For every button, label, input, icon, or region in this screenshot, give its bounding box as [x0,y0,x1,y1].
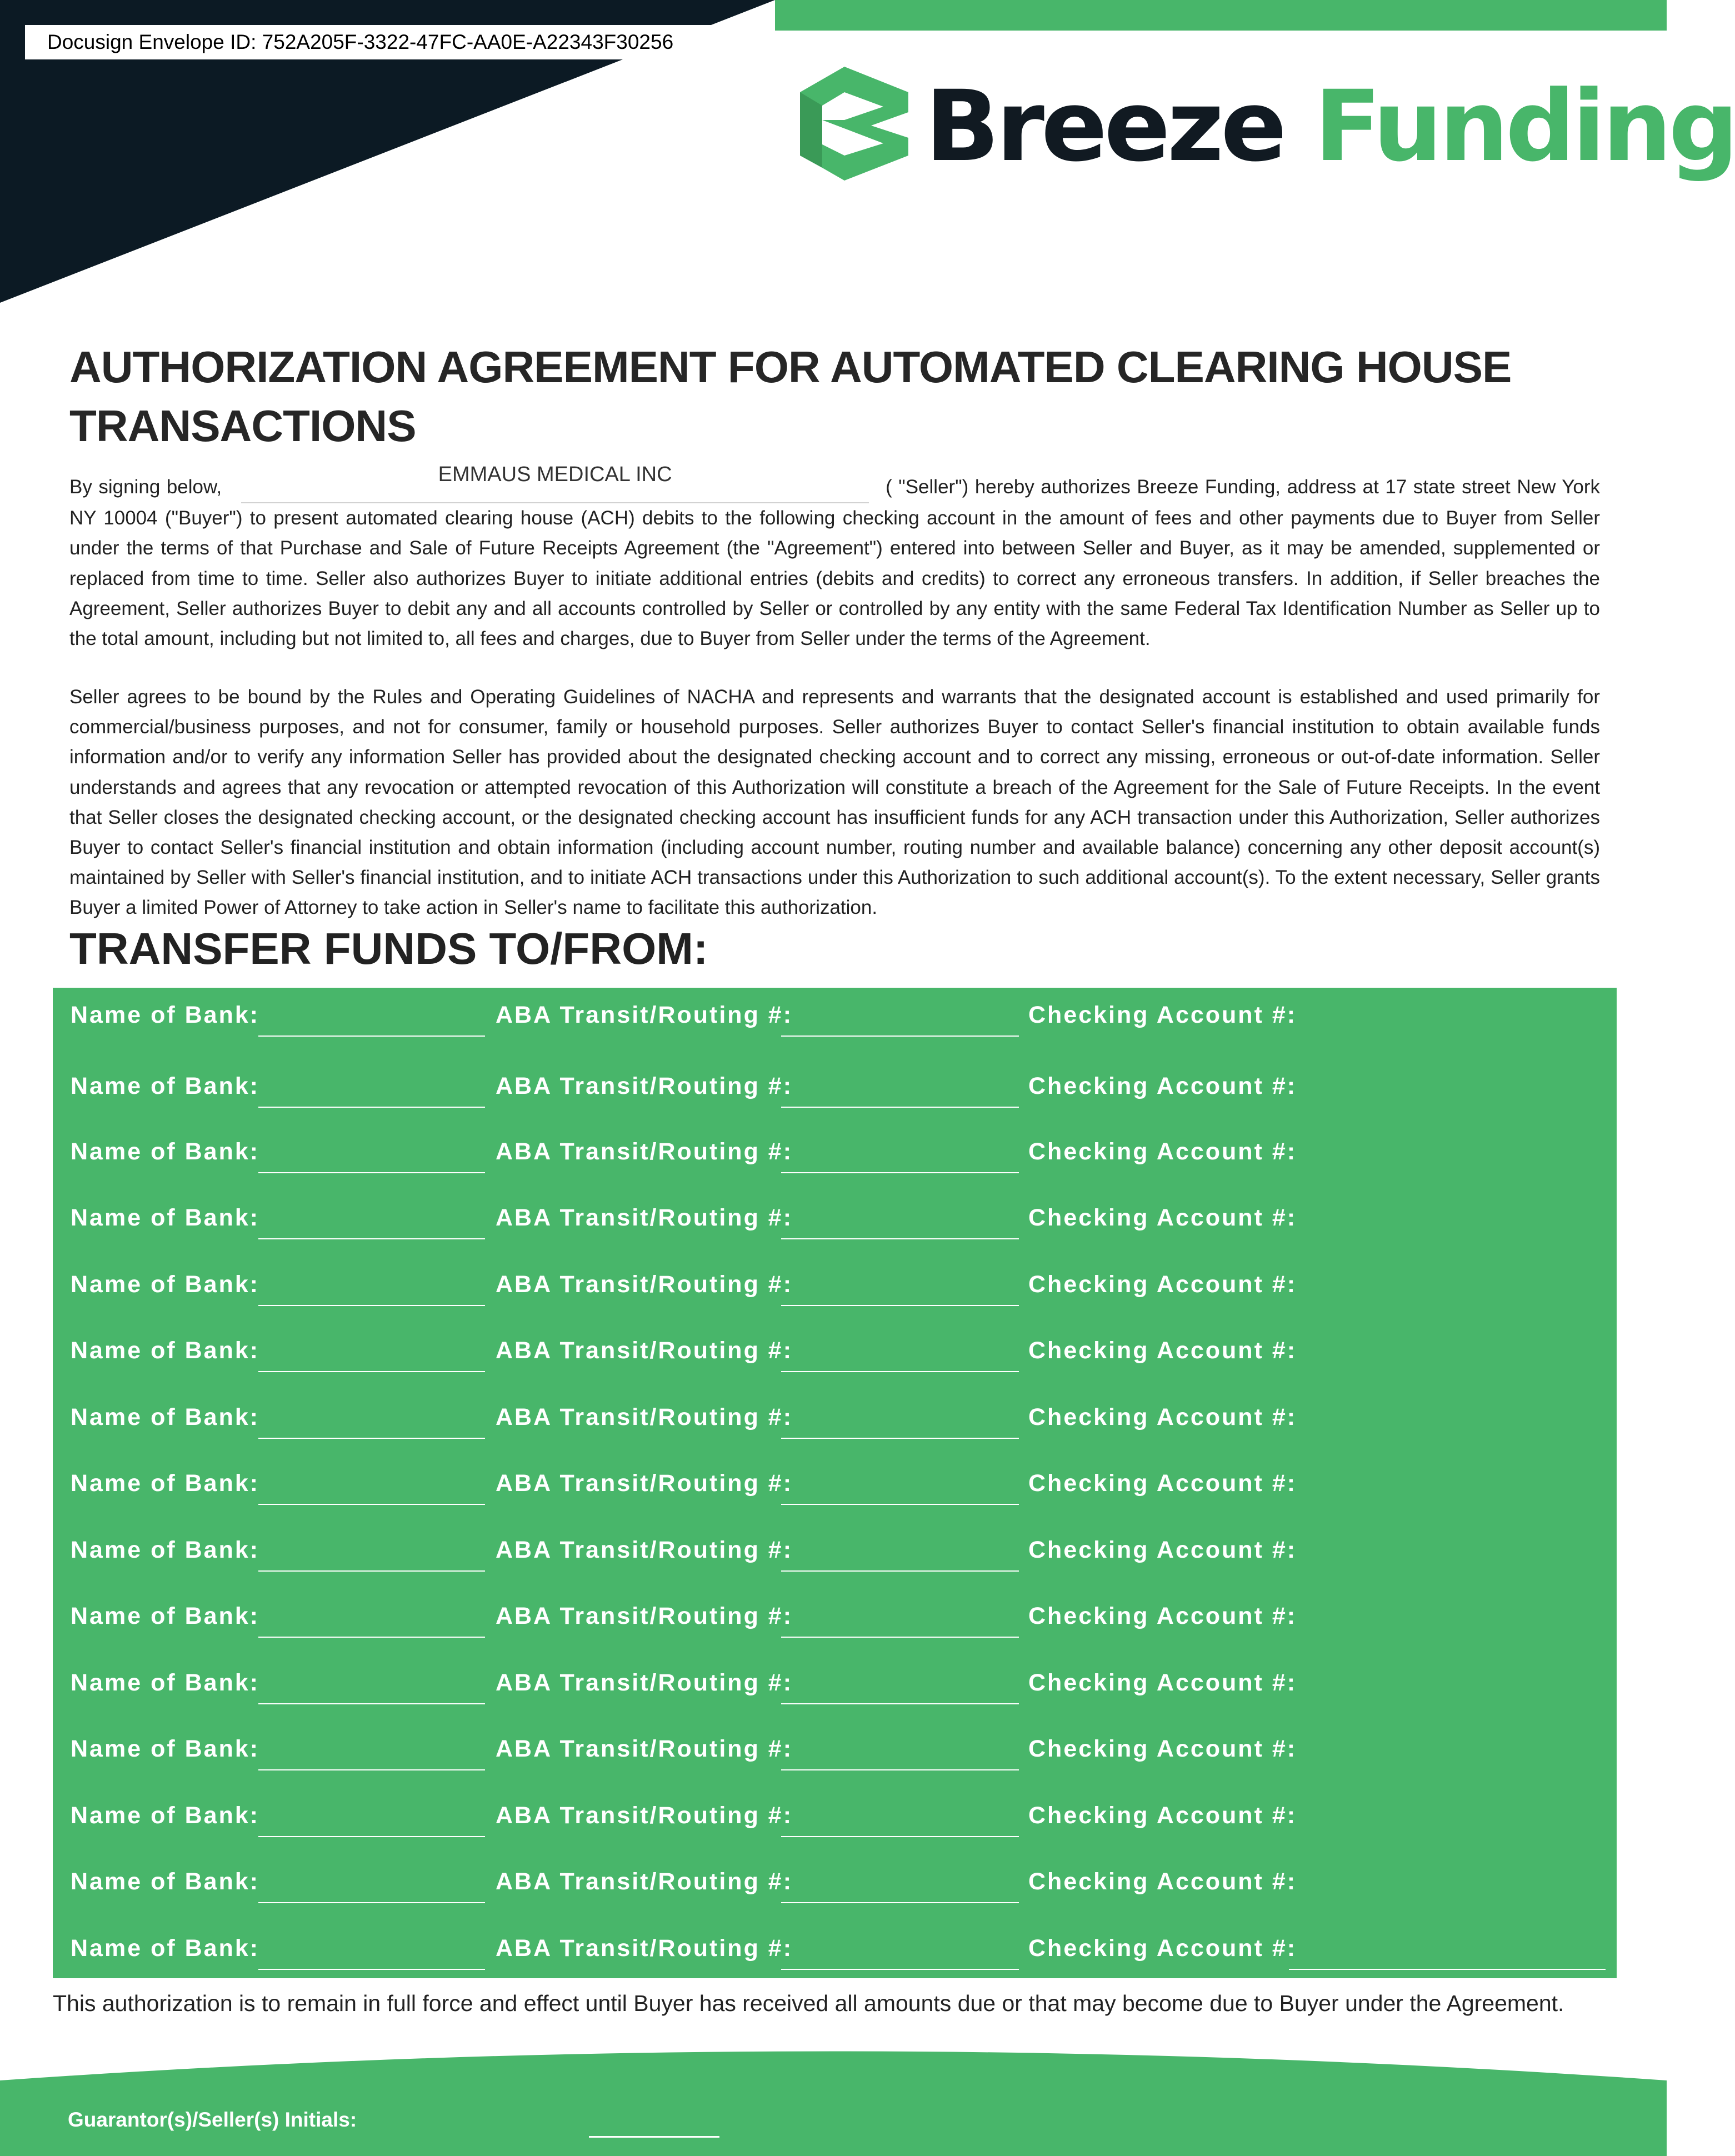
bank-row [53,1861,1617,1905]
page-title: AUTHORIZATION AGREEMENT FOR AUTOMATED CLEARING HOUSE TRANSACTIONS [69,342,1512,451]
bank-name-field[interactable] [258,1769,485,1770]
aba-routing-field[interactable] [781,1504,1019,1505]
aba-routing-field[interactable] [781,1305,1019,1306]
seller-name-field[interactable] [241,463,869,503]
aba-routing-field[interactable] [781,1172,1019,1173]
checking-account-label: Checking Account #: [1028,1204,1297,1231]
seller-name-value: EMMAUS MEDICAL INC [438,463,672,486]
bank-name-field[interactable] [258,1836,485,1837]
bank-name-label: Name of Bank: [71,1271,260,1298]
aba-routing-field[interactable] [781,1570,1019,1572]
checking-account-label: Checking Account #: [1028,1002,1297,1028]
checking-account-label: Checking Account #: [1028,1271,1297,1298]
bank-row [53,1066,1617,1110]
bank-name-field[interactable] [258,1969,485,1970]
checking-account-label: Checking Account #: [1028,1802,1297,1829]
footer-band [0,2033,1667,2156]
checking-account-label: Checking Account #: [1028,1337,1297,1364]
bank-name-label: Name of Bank: [71,1138,260,1165]
bank-name-label: Name of Bank: [71,1537,260,1563]
bank-name-label: Name of Bank: [71,1603,260,1629]
bank-row [53,1662,1617,1707]
bank-row [53,1197,1617,1242]
initials-field[interactable] [589,2136,719,2138]
bank-row [53,1728,1617,1773]
bank-name-label: Name of Bank: [71,1669,260,1696]
aba-routing-label: ABA Transit/Routing #: [496,1404,793,1430]
checking-account-label: Checking Account #: [1028,1470,1297,1497]
brand-word-breeze: Breeze [925,69,1284,183]
bank-name-label: Name of Bank: [71,1868,260,1895]
aba-routing-label: ABA Transit/Routing #: [496,1337,793,1364]
brand-word-funding: Funding [1314,69,1735,183]
aba-routing-label: ABA Transit/Routing #: [496,1073,793,1099]
aba-routing-label: ABA Transit/Routing #: [496,1470,793,1497]
aba-routing-label: ABA Transit/Routing #: [496,1802,793,1829]
nacha-paragraph: Seller agrees to be bound by the Rules and Operating Guidelines of NACHA and represents and warrants that the designated account is established and used primarily for commercial/business purposes, and not for consumer, family or household purposes. Seller authorizes Buyer to contact Seller's financial institution to obtain available funds information and/or to verify any information Seller has provided about the designated checking account and to correct any missing, erroneous or out-of-date information. Seller understands and agrees that any revocation or attempted revocation of this Authorization will constitute a breach of the Agreement for the Sale of Future Receipts. In the event that Seller closes the designated checking account, or the designated checking account has insufficient funds for any ACH transaction under this Authorization, Seller authorizes Buyer to contact Seller's financial institution and obtain information (including account number, routing number and available balance) concerning any other deposit account(s) maintained by Seller with Seller's financial institution, and to initiate ACH transactions under this Authorization to such additional account(s). To the extent necessary, Seller grants Buyer a limited Power of Attorney to take action in Seller's name to facilitate this authorization. [69,686,1600,919]
aba-routing-field[interactable] [781,1036,1019,1037]
aba-routing-label: ABA Transit/Routing #: [496,1537,793,1563]
checking-account-label: Checking Account #: [1028,1138,1297,1165]
bank-name-label: Name of Bank: [71,1470,260,1497]
bank-name-label: Name of Bank: [71,1002,260,1028]
bank-name-field[interactable] [258,1504,485,1505]
aba-routing-field[interactable] [781,1637,1019,1638]
aba-routing-label: ABA Transit/Routing #: [496,1935,793,1962]
checking-account-field[interactable] [1289,1969,1606,1970]
bank-name-field[interactable] [258,1570,485,1572]
top-accent-bar [775,0,1667,31]
aba-routing-label: ABA Transit/Routing #: [496,1603,793,1629]
bank-row [53,1264,1617,1308]
aba-routing-field[interactable] [781,1238,1019,1239]
aba-routing-field[interactable] [781,1703,1019,1704]
checking-account-label: Checking Account #: [1028,1404,1297,1430]
force-effect-statement: This authorization is to remain in full force and effect until Buyer has received all amounts due or that may become due to Buyer under the Agreement. [53,1990,1564,2016]
checking-account-label: Checking Account #: [1028,1073,1297,1099]
breeze-b-logo-icon [800,67,908,181]
bank-row [53,1397,1617,1441]
bank-accounts-panel [53,988,1617,1978]
bank-name-field[interactable] [258,1238,485,1239]
bank-row [53,1795,1617,1839]
checking-account-label: Checking Account #: [1028,1735,1297,1762]
bank-name-label: Name of Bank: [71,1735,260,1762]
bank-row [53,1330,1617,1374]
transfer-heading: TRANSFER FUNDS TO/FROM: [69,924,708,973]
bank-name-field[interactable] [258,1902,485,1903]
bank-row [53,1928,1617,1972]
bank-name-field[interactable] [258,1305,485,1306]
aba-routing-label: ABA Transit/Routing #: [496,1735,793,1762]
paragraph-lead: By signing below, [69,476,222,498]
aba-routing-label: ABA Transit/Routing #: [496,1138,793,1165]
checking-account-label: Checking Account #: [1028,1603,1297,1629]
aba-routing-field[interactable] [781,1371,1019,1372]
aba-routing-field[interactable] [781,1969,1019,1970]
envelope-id: Docusign Envelope ID: 752A205F-3322-47FC-AA0E-A22343F30256 [25,25,775,59]
checking-account-label: Checking Account #: [1028,1669,1297,1696]
aba-routing-label: ABA Transit/Routing #: [496,1669,793,1696]
bank-name-label: Name of Bank: [71,1073,260,1099]
bank-name-label: Name of Bank: [71,1204,260,1231]
brand-logo [800,67,1735,183]
authorization-paragraph [69,463,1601,654]
bank-row [53,1463,1617,1507]
checking-account-label: Checking Account #: [1028,1537,1297,1563]
aba-routing-field[interactable] [781,1438,1019,1439]
bank-name-field[interactable] [258,1703,485,1704]
bank-name-label: Name of Bank: [71,1337,260,1364]
bank-name-field[interactable] [258,1172,485,1173]
aba-routing-label: ABA Transit/Routing #: [496,1868,793,1895]
bank-name-field[interactable] [258,1036,485,1037]
aba-routing-field[interactable] [781,1902,1019,1903]
bank-row [53,994,1617,1039]
aba-routing-field[interactable] [781,1769,1019,1770]
aba-routing-label: ABA Transit/Routing #: [496,1204,793,1231]
brand-wordmark [925,69,1735,183]
bank-name-field[interactable] [258,1438,485,1439]
aba-routing-label: ABA Transit/Routing #: [496,1271,793,1298]
aba-routing-label: ABA Transit/Routing #: [496,1002,793,1028]
initials-label: Guarantor(s)/Seller(s) Initials: [68,2108,357,2131]
bank-row [53,1595,1617,1640]
bank-row [53,1131,1617,1175]
checking-account-label: Checking Account #: [1028,1868,1297,1895]
bank-name-field[interactable] [258,1371,485,1372]
bank-name-label: Name of Bank: [71,1935,260,1962]
checking-account-label: Checking Account #: [1028,1935,1297,1962]
bank-name-label: Name of Bank: [71,1802,260,1829]
bank-row [53,1529,1617,1574]
paragraph-rest: ( "Seller") hereby authorizes Breeze Funding, address at 17 state street New York NY 10004 ("Buyer") to present automated clearing house (ACH) debits to the following checking account in the amount of fees and other payments due to Buyer from Seller under the terms of that Purchase and Sale of Future Receipts Agreement (the "Agreement") entered into between Seller and Buyer, as it may be amended, supplemented or replaced from time to time. Seller also authorizes Buyer to initiate additional entries (debits and credits) to correct any erroneous transfers. In addition, if Seller breaches the Agreement, Seller authorizes Buyer to debit any and all accounts controlled by Seller or controlled by any entity with the same Federal Tax Identification Number as Seller up to the total amount, including but not limited to, all fees and charges, due to Buyer from Seller under the terms of the Agreement. [69,476,1601,650]
bank-name-field[interactable] [258,1107,485,1108]
bank-name-label: Name of Bank: [71,1404,260,1430]
bank-name-field[interactable] [258,1637,485,1638]
aba-routing-field[interactable] [781,1107,1019,1108]
aba-routing-field[interactable] [781,1836,1019,1837]
